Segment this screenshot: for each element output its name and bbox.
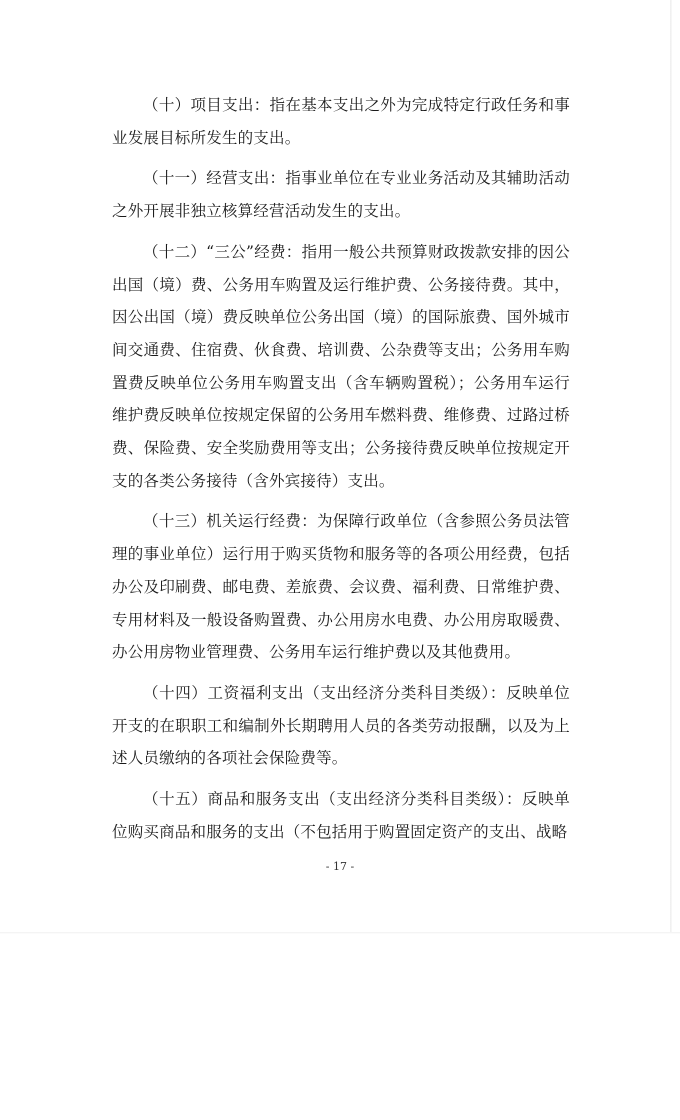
blank-area [0, 934, 680, 1120]
document-body [112, 89, 570, 856]
paragraph-project-expenditure: （十）项目支出：指在基本支出之外为完成特定行政任务和事业发展目标所发生的支出。 [112, 96, 570, 147]
paragraph-goods-services-expenditure: （十五）商品和服务支出（支出经济分类科目类级）：反映单位购买商品和服务的支出（不包括用于购置固定资产的支出、战略 [112, 790, 570, 841]
paragraph-three-public-expenses: （十二）“三公”经费：指用一般公共预算财政拨款安排的因公出国（境）费、公务用车购置及运行维护费、公务接待费。其中，因公出国（境）费反映单位公务出国（境）的国际旅费、国外城市间交通费、住宿费、伙食费、培训费、公杂费等支出；公务用车购置费反映单位公务用车购置支出（含车辆购置税）；公务用车运行维护费反映单位按规定保留的公务用车燃料费、维修费、过路过桥费、保险费、安全奖励费用等支出；公务接待费反映单位按规定开支的各类公务接待（含外宾接待）支出。 [112, 242, 570, 490]
page-number: - 17 - [325, 860, 355, 873]
paragraph-salary-welfare-expenditure: （十四）工资福利支出（支出经济分类科目类级）：反映单位开支的在职职工和编制外长期聘用人员的各类劳动报酬，以及为上述人员缴纳的各项社会保险费等。 [112, 683, 570, 768]
paragraph-operating-expenditure: （十一）经营支出：指事业单位在专业业务活动及其辅助活动之外开展非独立核算经营活动发生的支出。 [112, 169, 570, 221]
paragraph-agency-operating-funds: （十三）机关运行经费：为保障行政单位（含参照公务员法管理的事业单位）运行用于购买货物和服务等的各项公用经费，包括办公及印刷费、邮电费、差旅费、会议费、福利费、日常维护费、专用材料及一般设备购置费、办公用房水电费、办公用房取暖费、办公用房物业管理费、公务用车运行维护费以及其他费用。 [112, 512, 570, 662]
page-edge-shadow [670, 0, 672, 932]
